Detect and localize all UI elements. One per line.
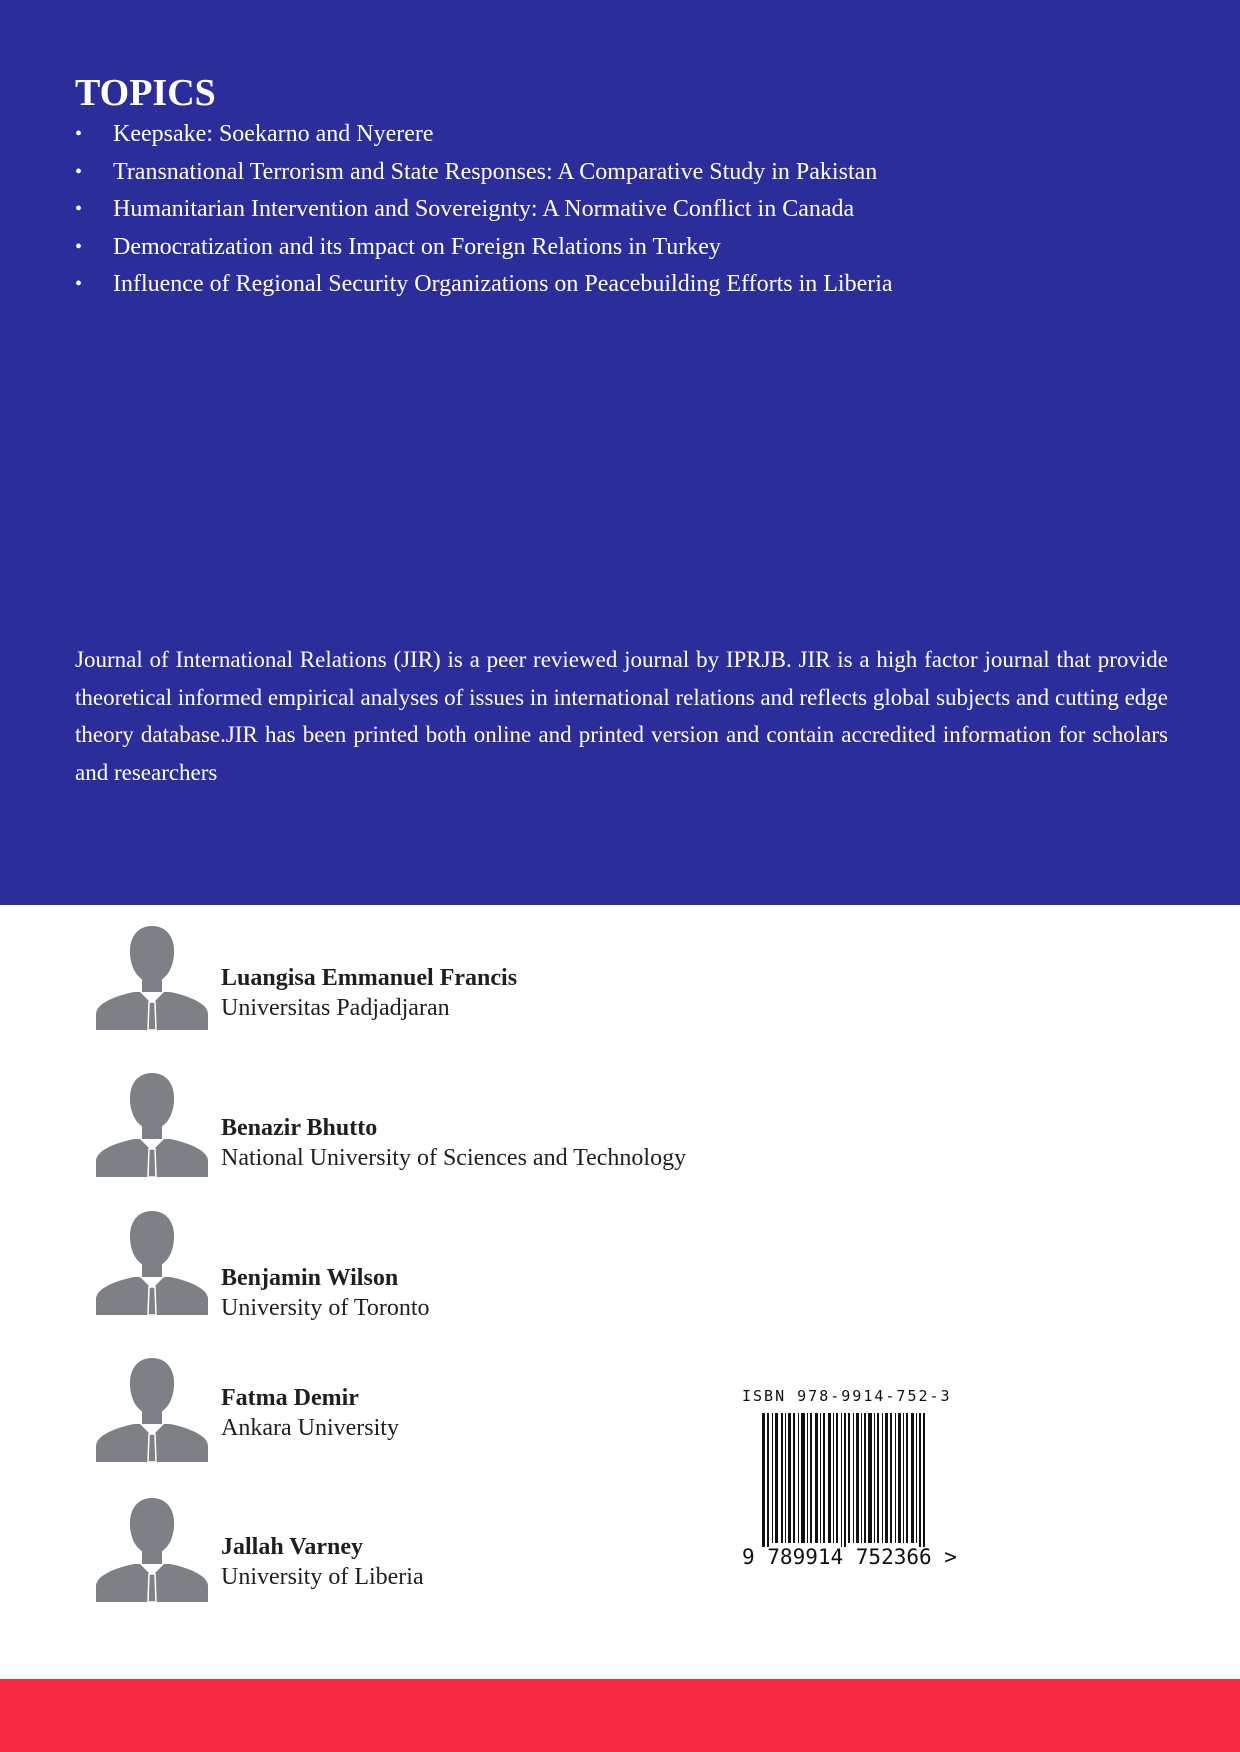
person-silhouette-icon — [92, 1492, 212, 1602]
topic-item — [75, 229, 893, 267]
person-silhouette-icon — [92, 920, 212, 1030]
author-affiliation: University of Toronto — [221, 1295, 430, 1321]
journal-description: Journal of International Relations (JIR) is a peer reviewed journal by IPRJB. JIR is a high factor journal that provide theoretical informed empirical analyses of issues in international relations and reflects global subjects and cutting edge theory database.JIR has been printed both online and printed version and contain accredited information for scholars and researchers — [75, 647, 1168, 785]
author-card — [0, 920, 700, 1040]
bullet-icon: • — [75, 160, 83, 183]
author-name: Fatma Demir — [221, 1385, 359, 1411]
person-silhouette-icon — [92, 1352, 212, 1462]
topic-item — [75, 266, 893, 304]
author-name: Luangisa Emmanuel Francis — [221, 965, 518, 991]
topic-text: Transnational Terrorism and State Responses: A Comparative Study in Pakistan — [113, 158, 878, 185]
topic-text: Humanitarian Intervention and Sovereignty: A Normative Conflict in Canada — [113, 196, 855, 222]
barcode-digits: 9 789914 752366 > — [742, 1545, 957, 1569]
author-affiliation: University of Liberia — [221, 1564, 424, 1590]
author-card — [0, 1205, 700, 1325]
bottom-color-bar — [0, 1679, 1240, 1752]
topic-text: Influence of Regional Security Organizations on Peacebuilding Efforts in Liberia — [113, 271, 893, 297]
topics-list — [75, 116, 893, 304]
author-affiliation: National University of Sciences and Technology — [221, 1145, 687, 1171]
author-card — [0, 1067, 700, 1187]
bullet-icon: • — [75, 235, 83, 258]
bullet-icon: • — [75, 273, 83, 295]
person-silhouette-icon — [92, 1205, 212, 1315]
isbn-number: ISBN 978-9914-752-3 — [742, 1387, 952, 1405]
bullet-icon: • — [75, 198, 83, 220]
topic-item — [75, 191, 893, 229]
topic-item — [75, 154, 893, 192]
author-affiliation: Universitas Padjadjaran — [221, 995, 450, 1021]
isbn-barcode — [740, 1387, 970, 1572]
topic-text: Keepsake: Soekarno and Nyerere — [113, 121, 434, 147]
author-name: Benazir Bhutto — [221, 1115, 378, 1141]
author-card — [0, 1492, 700, 1612]
author-affiliation: Ankara University — [221, 1415, 399, 1441]
author-card — [0, 1352, 700, 1472]
topic-text: Democratization and its Impact on Foreign Relations in Turkey — [113, 233, 721, 260]
bullet-icon: • — [75, 123, 83, 145]
topics-heading: TOPICS — [75, 72, 216, 114]
person-silhouette-icon — [92, 1067, 212, 1177]
topic-item — [75, 116, 893, 154]
barcode-icon — [740, 1387, 970, 1547]
author-name: Jallah Varney — [221, 1534, 364, 1560]
author-name: Benjamin Wilson — [221, 1265, 399, 1291]
